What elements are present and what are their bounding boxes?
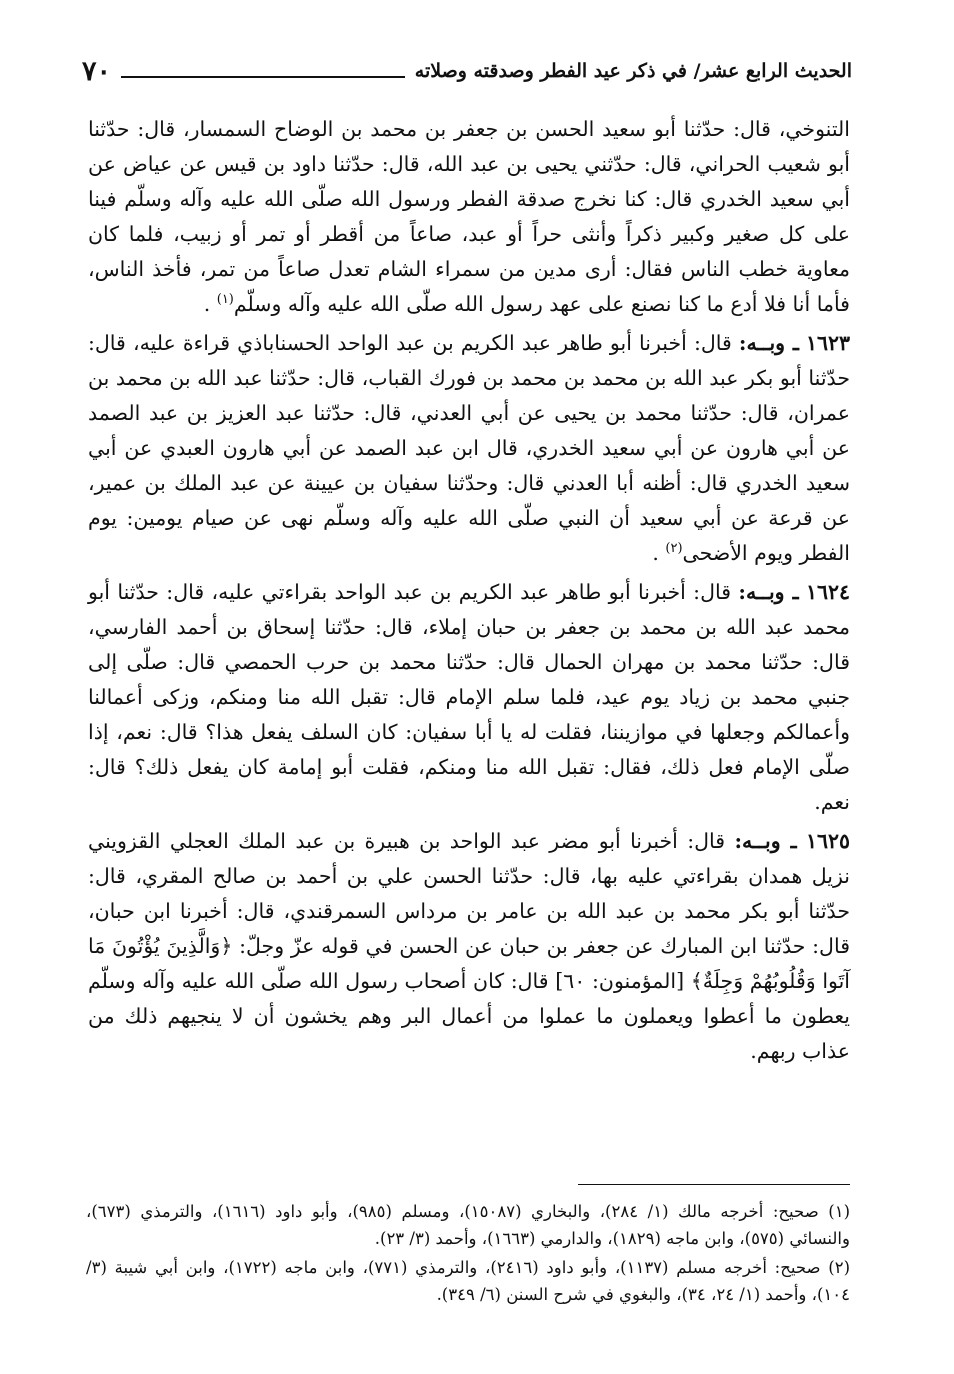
paragraph-tail: .	[203, 292, 217, 316]
footnotes	[86, 1198, 850, 1310]
paragraph-text: قال: أخبرنا أبو مضر عبد الواحد بن هبيرة بن عبد الملك العجلي القزويني نزيل همدان بقراءتي عليه بها، قال: حدّثنا الحسن علي بن أحمد بن صالح المقري، قال: حدّثنا أبو بكر محمد بن عبد الله بن عامر بن مرداس السمرقندي، قال: أخبرنا ابن حبان، قال: حدّثنا ابن المبارك عن جعفر بن حبان عن الحسن في قوله عزّ وجلّ: ﴿وَالَّذِينَ يُؤْتُونَ مَا آتَوا وَقُلُوبُهُمْ وَجِلَةٌ﴾ [المؤمنون: ٦٠] قال: كان أصحاب رسول الله صلّى الله عليه وآله وسلّم يعطون ما أعطوا ويعملون ما عملوا من أعمال البر وهم يخشون أن لا ينجيهم ذلك من عذاب ربهم.	[88, 829, 851, 1063]
hadith-1623	[88, 326, 850, 571]
header-rule	[121, 76, 405, 78]
hadith-number: ١٦٢٥	[805, 829, 850, 853]
paragraph-text: قال: أخبرنا أبو طاهر عبد الكريم بن عبد الواحد الحسناباذي قراءة عليه، قال: حدّثنا أبو بكر عبد الله بن محمد بن محمد بن فورك القباب، قال: حدّثنا عبد الله بن محمد بن عمران، قال: حدّثنا محمد بن يحيى عن أبي العدني، قال: حدّثنا عبد العزيز بن عبد الصمد عن أبي هارون عن أبي سعيد الخدري، قال ابن عبد الصمد عن أبي هارون العبدي عن أبي سعيد الخدري قال: أظنه أبا العدني قال: وحدّثنا سفيان بن عيينة عن عبد الملك بن عمير، عن قرعة عن أبي سعيد أن النبي صلّى الله عليه وآله وسلّم نهى عن صيام يومين: يوم الفطر ويوم الأضحى	[88, 331, 850, 565]
hadith-1625	[88, 824, 850, 1069]
paragraph-text: التنوخي، قال: حدّثنا أبو سعيد الحسن بن جعفر بن محمد بن الوضاح السمسار، قال: حدّثنا أبو شعيب الحراني، قال: حدّثني يحيى بن عبد الله، قال: حدّثنا داود بن قيس عن عياض عن أبي سعيد الخدري قال: كنا نخرج صدقة الفطر ورسول الله صلّى الله عليه وآله وسلّم فينا على كل صغير وكبير ذكراً وأنثى حراً أو عبد، صاعاً من أقطر أو تمر أو زبيب، فلما كان معاوية خطب الناس فقال: أرى مدين من سمراء الشام تعدل صاعاً من تمر، فأخذ الناس، فأما أنا فلا أدع ما كنا نصنع على عهد رسول الله صلّى الله عليه وآله وسلّم	[88, 117, 850, 316]
footnote-1: (١) صحيح: أخرجه مالك (١/ ٢٨٤)، والبخاري (١٥٠٨٧)، ومسلم (٩٨٥)، وأبو داود (١٦١٦)، والترمذي (٦٧٣)، والنسائي (٥٧٥)، وابن ماجه (١٨٢٩)، والدارمي (١٦٦٣)، وأحمد (٣/ ٢٣).	[86, 1202, 850, 1248]
paragraph-continuation	[88, 112, 850, 322]
hadith-lead: ـ وبــه:	[738, 331, 799, 355]
hadith-number: ١٦٢٣	[805, 331, 850, 355]
page-number: ٧٠	[82, 55, 112, 87]
paragraph-text: قال: أخبرنا أبو طاهر عبد الكريم بن عبد الواحد بقراءتي عليه، قال: حدّثنا أبو محمد عبد الله بن محمد بن جعفر بن حبان إملاء، قال: حدّثنا إسحاق بن أحمد الفارسي، قال: حدّثنا محمد بن مهران الحمال قال: حدّثنا محمد بن حرب الحمصي قال: صلّى إلى جنبي محمد بن زياد يوم عيد، فلما سلم الإمام قال: تقبل الله منا ومنكم، وزكى أعمالنا وأعمالكم وجعلها في موازيننا، فقلت له يا أبا سفيان: كان السلف يفعل هذا؟ قال: نعم، إذا صلّى الإمام فعل ذلك، فقال: تقبل الله منا ومنكم، فقلت أبو إمامة كان يفعل ذلك؟ قال: نعم.	[88, 580, 850, 814]
footnote-rule	[578, 1184, 850, 1185]
running-title: الحديث الرابع عشر/ في ذكر عيد الفطر وصدقته وصلاته	[414, 60, 852, 82]
hadith-lead: ـ وبــه:	[734, 829, 797, 853]
footnote-ref[interactable]: (١)	[216, 292, 234, 308]
paragraph-tail: .	[652, 541, 666, 565]
main-text	[88, 112, 850, 1073]
hadith-lead: ـ وبــه:	[738, 580, 799, 604]
hadith-1624	[88, 575, 850, 820]
running-header	[82, 54, 852, 88]
footnote-2: (٢) صحيح: أخرجه مسلم (١١٣٧)، وأبو داود (٢٤١٦)، والترمذي (٧٧١)، وابن ماجه (١٧٢٢)، وابن أبي شيبة (٣/ ١٠٤)، وأحمد (١/ ٢٤، ٣٤)، والبغوي في شرح السنن (٦/ ٣٤٩).	[86, 1258, 850, 1304]
footnote-ref[interactable]: (٢)	[665, 541, 683, 557]
hadith-number: ١٦٢٤	[805, 580, 850, 604]
